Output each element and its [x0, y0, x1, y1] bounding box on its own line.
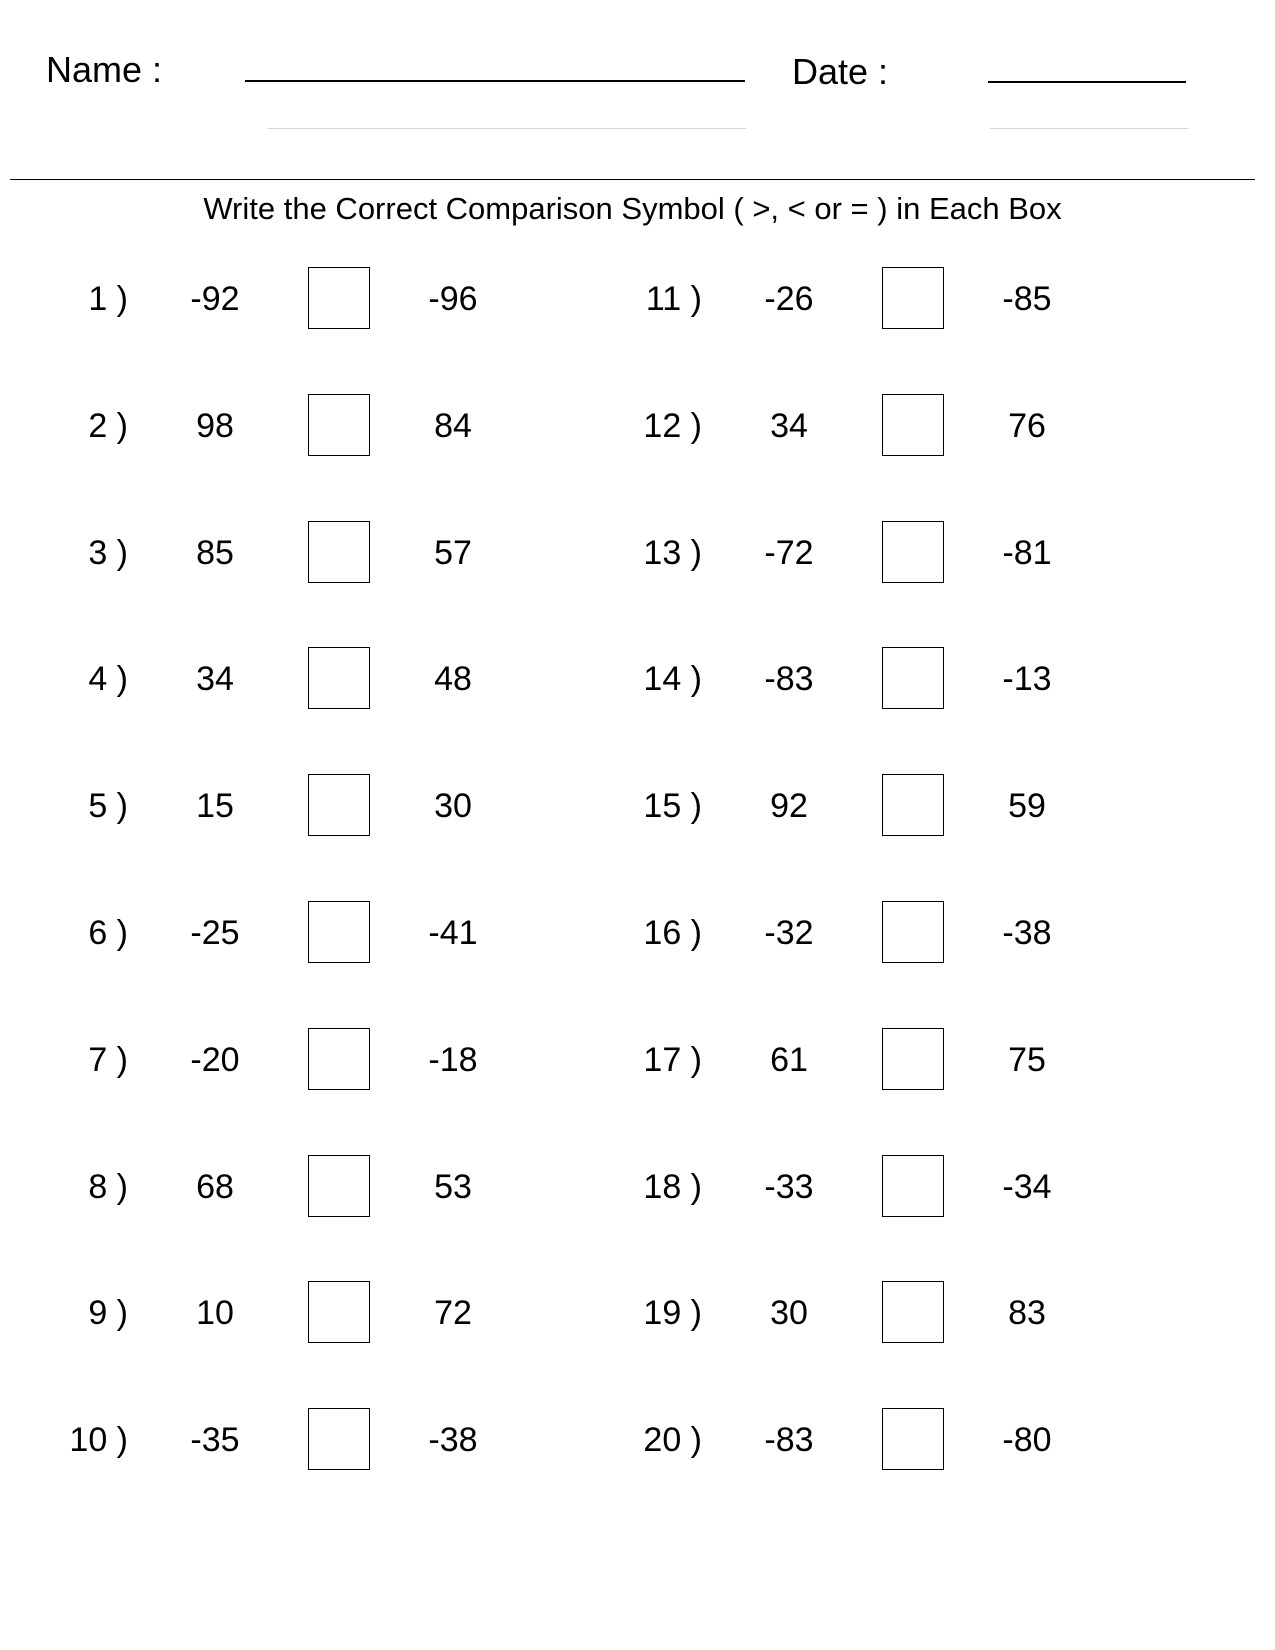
- header-divider: [10, 179, 1255, 180]
- problem-number: 2 ): [88, 407, 128, 445]
- problem-item: [574, 901, 1094, 965]
- answer-box[interactable]: [882, 901, 944, 963]
- problem-number: 12 ): [643, 407, 702, 445]
- answer-box[interactable]: [308, 1155, 370, 1217]
- left-value: -72: [764, 534, 814, 572]
- left-value: -83: [764, 660, 814, 698]
- right-value: 59: [1008, 787, 1046, 825]
- problem-item: [0, 267, 520, 331]
- problem-number: 4 ): [88, 660, 128, 698]
- problem-number: 3 ): [88, 534, 128, 572]
- left-value: 34: [196, 660, 234, 698]
- right-value: -81: [1002, 534, 1052, 572]
- right-value: -41: [428, 914, 478, 952]
- answer-box[interactable]: [882, 394, 944, 456]
- date-guide-line: [990, 128, 1188, 129]
- problem-item: [0, 521, 520, 585]
- problem-item: [0, 647, 520, 711]
- problem-item: [574, 1155, 1094, 1219]
- left-value: 10: [196, 1294, 234, 1332]
- answer-box[interactable]: [308, 1028, 370, 1090]
- left-value: -83: [764, 1421, 814, 1459]
- date-label: Date :: [792, 51, 889, 92]
- right-value: -80: [1002, 1421, 1052, 1459]
- problem-number: 7 ): [88, 1041, 128, 1079]
- problem-number: 17 ): [643, 1041, 702, 1079]
- problem-item: [574, 1408, 1094, 1472]
- problem-number: 6 ): [88, 914, 128, 952]
- problem-number: 13 ): [643, 534, 702, 572]
- date-line[interactable]: [988, 81, 1186, 83]
- left-value: 15: [196, 787, 234, 825]
- right-value: -38: [428, 1421, 478, 1459]
- right-value: 75: [1008, 1041, 1046, 1079]
- left-value: -25: [190, 914, 240, 952]
- problem-number: 14 ): [643, 660, 702, 698]
- name-guide-line: [268, 128, 746, 129]
- answer-box[interactable]: [308, 267, 370, 329]
- right-value: 53: [434, 1168, 472, 1206]
- left-value: -92: [190, 280, 240, 318]
- left-value: -32: [764, 914, 814, 952]
- left-value: 92: [770, 787, 808, 825]
- problem-number: 1 ): [88, 280, 128, 318]
- right-value: 83: [1008, 1294, 1046, 1332]
- right-value: -18: [428, 1041, 478, 1079]
- problem-number: 18 ): [643, 1168, 702, 1206]
- right-value: -38: [1002, 914, 1052, 952]
- right-value: 76: [1008, 407, 1046, 445]
- answer-box[interactable]: [882, 521, 944, 583]
- answer-box[interactable]: [308, 774, 370, 836]
- problem-item: [574, 1028, 1094, 1092]
- problem-number: 11 ): [645, 280, 702, 318]
- answer-box[interactable]: [308, 1408, 370, 1470]
- right-value: -85: [1002, 280, 1052, 318]
- left-value: -26: [764, 280, 814, 318]
- answer-box[interactable]: [882, 1408, 944, 1470]
- problem-item: [0, 1281, 520, 1345]
- problem-number: 15 ): [643, 787, 702, 825]
- problem-item: [0, 1408, 520, 1472]
- answer-box[interactable]: [882, 267, 944, 329]
- problem-item: [0, 774, 520, 838]
- problem-number: 20 ): [643, 1421, 702, 1459]
- right-value: 72: [434, 1294, 472, 1332]
- right-value: -96: [428, 280, 478, 318]
- problem-item: [0, 901, 520, 965]
- answer-box[interactable]: [308, 521, 370, 583]
- problem-item: [574, 647, 1094, 711]
- answer-box[interactable]: [882, 647, 944, 709]
- left-value: 85: [196, 534, 234, 572]
- answer-box[interactable]: [882, 1028, 944, 1090]
- name-line[interactable]: [245, 80, 745, 82]
- answer-box[interactable]: [308, 901, 370, 963]
- answer-box[interactable]: [882, 774, 944, 836]
- right-value: 30: [434, 787, 472, 825]
- right-value: -13: [1002, 660, 1052, 698]
- left-value: -20: [190, 1041, 240, 1079]
- problem-item: [0, 1155, 520, 1219]
- name-label: Name :: [46, 49, 163, 90]
- answer-box[interactable]: [308, 1281, 370, 1343]
- answer-box[interactable]: [308, 647, 370, 709]
- problem-item: [0, 394, 520, 458]
- right-value: 57: [434, 534, 472, 572]
- problem-number: 9 ): [88, 1294, 128, 1332]
- left-value: 34: [770, 407, 808, 445]
- answer-box[interactable]: [882, 1155, 944, 1217]
- problem-item: [574, 521, 1094, 585]
- left-value: -35: [190, 1421, 240, 1459]
- answer-box[interactable]: [308, 394, 370, 456]
- problem-number: 8 ): [88, 1168, 128, 1206]
- problem-item: [0, 1028, 520, 1092]
- left-value: 98: [196, 407, 234, 445]
- problem-item: [574, 267, 1094, 331]
- left-value: 61: [770, 1041, 808, 1079]
- left-value: -33: [764, 1168, 814, 1206]
- problem-number: 5 ): [88, 787, 128, 825]
- problem-item: [574, 774, 1094, 838]
- instructions: Write the Correct Comparison Symbol ( >, < or = ) in Each Box: [203, 191, 1062, 226]
- problem-number: 10 ): [69, 1421, 128, 1459]
- problem-item: [574, 394, 1094, 458]
- problem-number: 19 ): [643, 1294, 702, 1332]
- problem-item: [574, 1281, 1094, 1345]
- right-value: 84: [434, 407, 472, 445]
- left-value: 30: [770, 1294, 808, 1332]
- answer-box[interactable]: [882, 1281, 944, 1343]
- right-value: 48: [434, 660, 472, 698]
- problem-number: 16 ): [643, 914, 702, 952]
- left-value: 68: [196, 1168, 234, 1206]
- right-value: -34: [1002, 1168, 1052, 1206]
